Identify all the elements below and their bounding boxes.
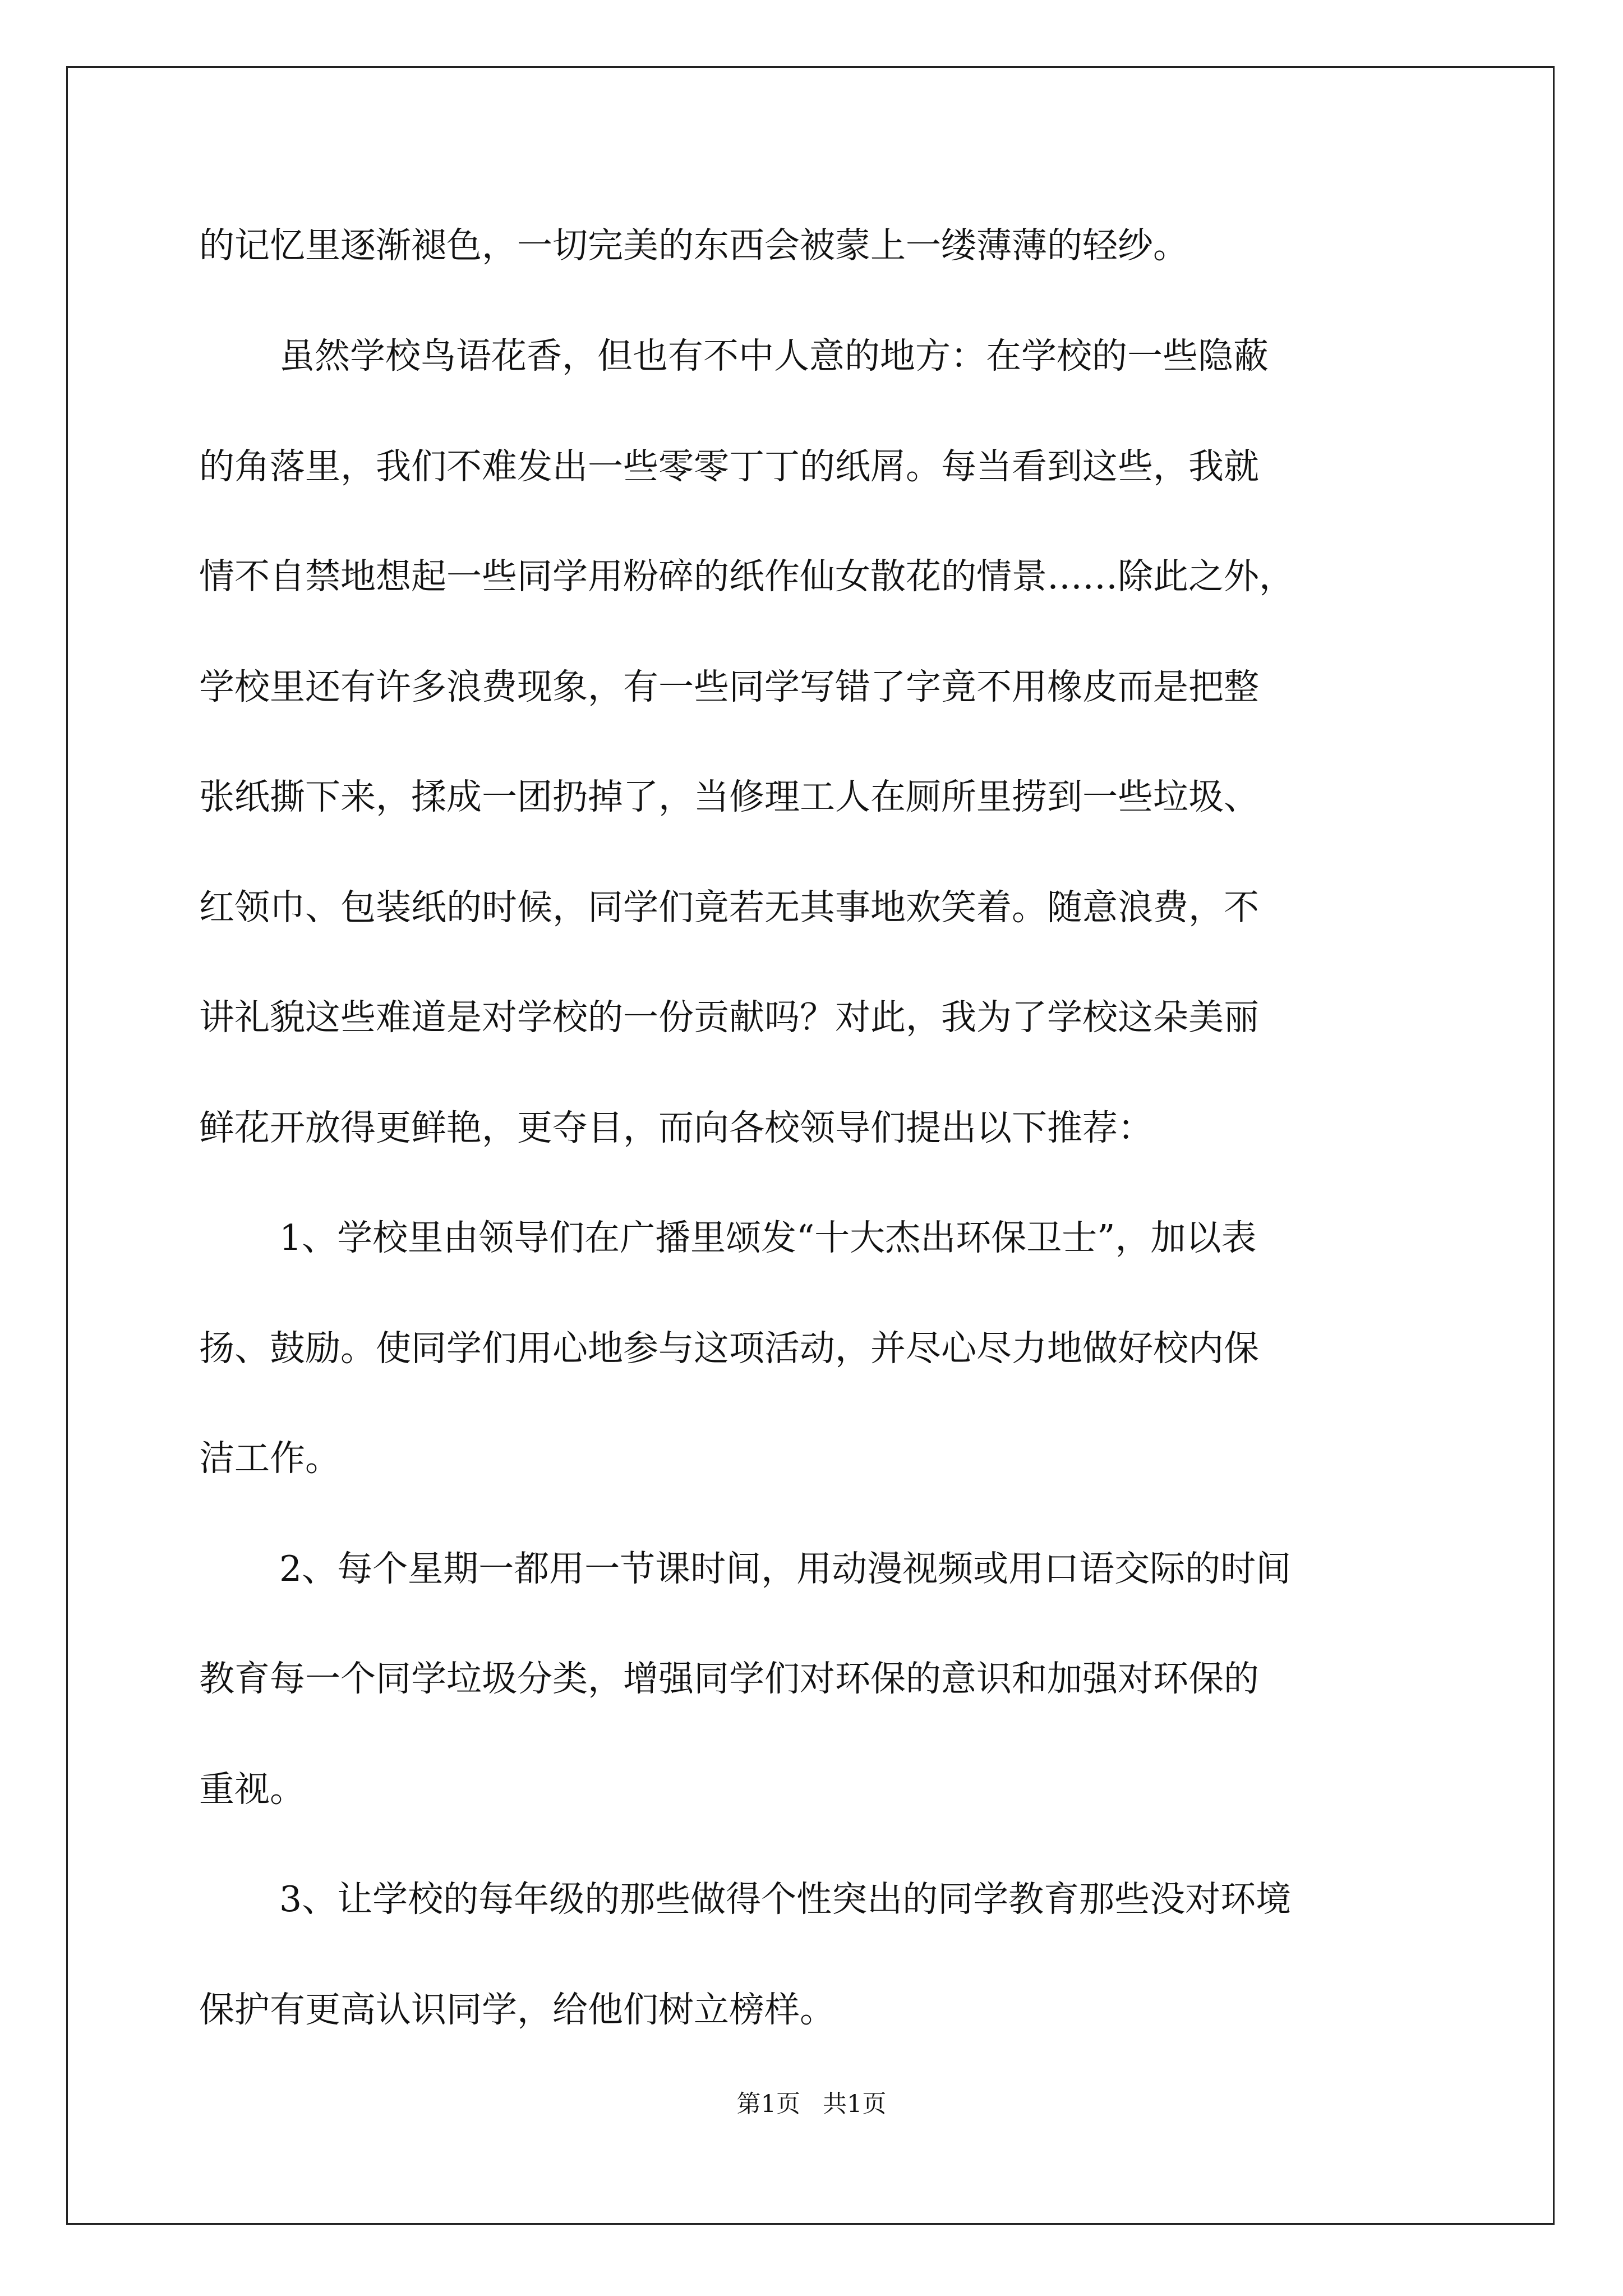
text-line: 张纸撕下来，揉成一团扔掉了，当修理工人在厕所里捞到一些垃圾、 [199,776,1259,817]
text-line: 鲜花开放得更鲜艳，更夺目，而向各校领导们提出以下推荐： [199,1107,1153,1148]
text-line: 讲礼貌这些难道是对学校的一份贡献吗？对此，我为了学校这朵美丽 [199,997,1259,1038]
list-item-1-line: 1、学校里由领导们在广播里颂发“十大杰出环保卫士”，加以表 [279,1217,1257,1258]
page-number: 第1页 [736,2090,800,2118]
text-line: 的角落里，我们不难发出一些零零丁丁的纸屑。每当看到这些，我就 [199,446,1259,487]
text-line: 洁工作。 [199,1438,340,1479]
page-footer [0,2088,1623,2120]
text-line: 保护有更高认识同学，给他们树立榜样。 [199,1989,835,2030]
list-item-2-line: 2、每个星期一都用一节课时间，用动漫视频或用口语交际的时间 [279,1548,1292,1589]
text-line: 红领巾、包装纸的时候，同学们竟若无其事地欢笑着。随意浪费，不 [199,887,1259,928]
paragraph-start-line: 虽然学校鸟语花香，但也有不中人意的地方：在学校的一些隐蔽 [279,335,1269,376]
text-line: 情不自禁地想起一些同学用粉碎的纸作仙女散花的情景……除此之外， [199,556,1294,597]
text-line: 的记忆里逐渐褪色，一切完美的东西会被蒙上一缕薄薄的轻纱。 [199,225,1188,266]
list-item-3-line: 3、让学校的每年级的那些做得个性突出的同学教育那些没对环境 [279,1879,1292,1920]
text-line: 扬、鼓励。使同学们用心地参与这项活动，并尽心尽力地做好校内保 [199,1328,1259,1369]
text-line: 教育每一个同学垃圾分类，增强同学们对环保的意识和加强对环保的 [199,1658,1259,1699]
text-line: 学校里还有许多浪费现象，有一些同学写错了字竟不用橡皮而是把整 [199,666,1259,707]
text-line: 重视。 [199,1769,305,1810]
page-total: 共1页 [823,2090,887,2118]
